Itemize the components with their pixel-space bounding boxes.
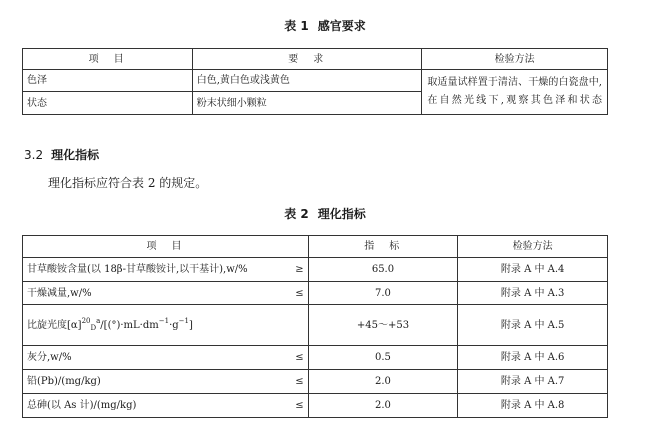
table2-item: 总砷(以 As 计)/(mg/kg) xyxy=(27,400,137,411)
table1-header-requirement: 要 求 xyxy=(192,49,422,70)
section-heading xyxy=(24,146,99,163)
table1-item: 色泽 xyxy=(23,70,193,92)
table1-number: 表 1 xyxy=(284,19,309,33)
section-number: 3.2 xyxy=(24,148,44,162)
table2-method: 附录 A 中 A.5 xyxy=(458,305,608,346)
table1-requirement: 粉末状细小颗粒 xyxy=(192,92,422,115)
physicochemical-indicators-table xyxy=(22,235,608,418)
table2-method: 附录 A 中 A.7 xyxy=(458,370,608,394)
table2-method: 附录 A 中 A.6 xyxy=(458,346,608,370)
table2-value: 2.0 xyxy=(308,370,458,394)
table2-value: 0.5 xyxy=(308,346,458,370)
table2-header-method: 检验方法 xyxy=(458,236,608,258)
sensory-requirements-table xyxy=(22,48,608,115)
table2-header-item: 项 目 xyxy=(23,236,309,258)
table2-header-row xyxy=(23,236,608,258)
table1-item: 状态 xyxy=(23,92,193,115)
comparison-symbol: ≥ xyxy=(295,264,304,275)
optical-rotation-label: 比旋光度$[\alpha]^{20}_D^a/[(^\circ)\cdot mL\cdot dm^{-1}\cdot g^{-1}]$ xyxy=(23,305,309,346)
table2-title: 理化指标 xyxy=(317,207,366,221)
table-row xyxy=(23,370,608,394)
table2-method: 附录 A 中 A.3 xyxy=(458,282,608,305)
table1-title: 感官要求 xyxy=(317,19,366,33)
table2-value: 65.0 xyxy=(308,258,458,282)
table2-item: 灰分,w/% xyxy=(27,352,72,363)
comparison-symbol: ≤ xyxy=(295,352,304,363)
table-row xyxy=(23,346,608,370)
table2-method: 附录 A 中 A.4 xyxy=(458,258,608,282)
table-row xyxy=(23,282,608,305)
table-row xyxy=(23,305,608,346)
comparison-symbol: ≤ xyxy=(295,287,304,299)
table2-value: +45～+53 xyxy=(308,305,458,346)
table1-header-item: 项 目 xyxy=(23,49,193,70)
table2-item: 干燥减量,w/% xyxy=(27,287,92,299)
table-row xyxy=(23,70,608,92)
table1-requirement: 白色,黄白色或浅黄色 xyxy=(192,70,422,92)
table1-header-method: 检验方法 xyxy=(422,49,608,70)
comparison-symbol: ≤ xyxy=(295,400,304,411)
table2-item: 甘草酸铵含量(以 18β-甘草酸铵计,以干基计),w/% xyxy=(27,264,248,275)
table1-caption xyxy=(0,17,650,34)
table2-value: 2.0 xyxy=(308,394,458,418)
table2-value: 7.0 xyxy=(308,282,458,305)
table1-method: 取适量试样置于清洁、干燥的白瓷盘中,在自然光线下,观察其色泽和状态 xyxy=(422,70,608,115)
table2-header-indicator: 指 标 xyxy=(308,236,458,258)
comparison-symbol: ≤ xyxy=(295,376,304,387)
table2-number: 表 2 xyxy=(284,207,309,221)
table2-caption xyxy=(0,205,650,222)
table2-item: 铅(Pb)/(mg/kg) xyxy=(27,376,101,387)
table2-method: 附录 A 中 A.8 xyxy=(458,394,608,418)
table-row xyxy=(23,258,608,282)
table1-header-row xyxy=(23,49,608,70)
section-title: 理化指标 xyxy=(51,148,100,162)
table-row xyxy=(23,394,608,418)
section-paragraph: 理化指标应符合表 2 的规定。 xyxy=(48,176,208,190)
